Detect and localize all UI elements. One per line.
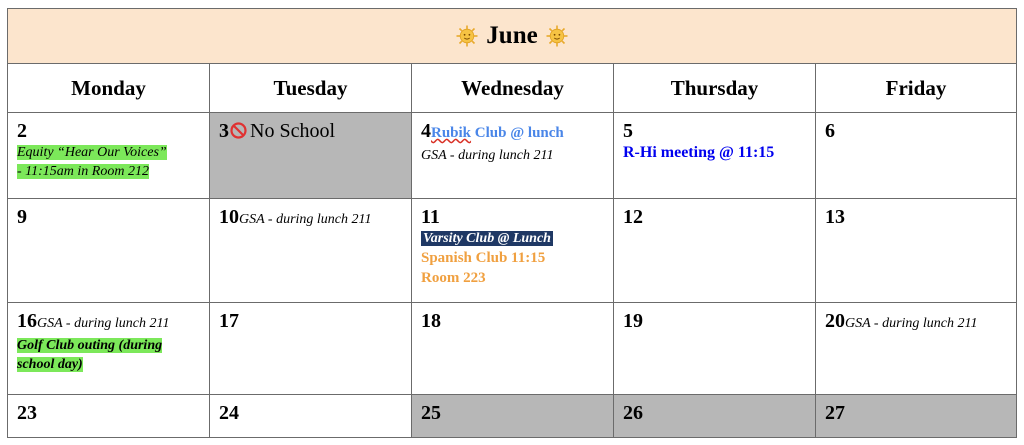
- event-r-hi-meeting: R-Hi meeting @ 11:15: [623, 144, 775, 161]
- day-cell-19[interactable]: [614, 303, 816, 395]
- day-number: 2: [17, 120, 27, 142]
- month-title: June: [486, 22, 538, 49]
- header-friday: Friday: [816, 64, 1016, 113]
- day-number: 24: [219, 402, 239, 424]
- day-number: 5: [623, 120, 633, 142]
- day-cell-18[interactable]: [412, 303, 614, 395]
- event-varsity-club: Varsity Club @ Lunch: [423, 231, 551, 246]
- day-number: 20: [825, 310, 845, 332]
- day-cell-16[interactable]: [8, 303, 210, 395]
- day-cell-12[interactable]: [614, 199, 816, 303]
- event-rubik-word: Rubik: [431, 125, 472, 141]
- no-entry-icon: [230, 122, 247, 139]
- event-gsa: GSA - during lunch 211: [37, 316, 170, 331]
- event-spanish-club: Spanish Club 11:15: [421, 250, 546, 266]
- day-number: 27: [825, 402, 845, 424]
- day-number: 12: [623, 206, 643, 228]
- day-cell-5[interactable]: [614, 113, 816, 199]
- day-cell-13[interactable]: [816, 199, 1016, 303]
- day-cell-17[interactable]: [210, 303, 412, 395]
- day-number: 18: [421, 310, 441, 332]
- day-cell-23[interactable]: [8, 395, 210, 437]
- day-number: 11: [421, 206, 440, 228]
- day-number: 6: [825, 120, 835, 142]
- day-cell-6[interactable]: [816, 113, 1016, 199]
- day-cell-26[interactable]: [614, 395, 816, 437]
- day-number: 10: [219, 206, 239, 228]
- calendar-table: [7, 8, 1017, 438]
- header-monday: Monday: [8, 64, 210, 113]
- event-gsa: GSA - during lunch 211: [845, 316, 978, 331]
- day-cell-20[interactable]: [816, 303, 1016, 395]
- event-gsa: GSA - during lunch 211: [239, 212, 372, 227]
- day-cell-10[interactable]: [210, 199, 412, 303]
- day-cell-9[interactable]: [8, 199, 210, 303]
- day-number: 23: [17, 402, 37, 424]
- day-cell-4[interactable]: [412, 113, 614, 199]
- header-thursday: Thursday: [614, 64, 816, 113]
- day-number: 26: [623, 402, 643, 424]
- event-spanish-room: Room 223: [421, 270, 486, 286]
- day-number: 3: [219, 120, 229, 142]
- event-equity: Equity “Hear Our Voices”: [17, 145, 167, 160]
- event-golf-club-detail: school day): [17, 357, 83, 372]
- day-cell-2[interactable]: [8, 113, 210, 199]
- sun-face-icon: [546, 25, 568, 47]
- event-golf-club: Golf Club outing (during: [17, 338, 163, 353]
- day-cell-11[interactable]: [412, 199, 614, 303]
- day-number: 4: [421, 120, 431, 142]
- day-cell-3[interactable]: [210, 113, 412, 199]
- day-cell-25[interactable]: [412, 395, 614, 437]
- event-gsa: GSA - during lunch 211: [421, 148, 554, 163]
- header-tuesday: Tuesday: [210, 64, 412, 113]
- day-number: 19: [623, 310, 643, 332]
- day-number: 9: [17, 206, 27, 228]
- day-number: 13: [825, 206, 845, 228]
- day-number: 16: [17, 310, 37, 332]
- day-number: 17: [219, 310, 239, 332]
- sun-face-icon: [456, 25, 478, 47]
- month-title-bar: [8, 9, 1016, 64]
- day-cell-24[interactable]: [210, 395, 412, 437]
- event-rubik-club: Club @ lunch: [471, 125, 564, 141]
- day-number: 25: [421, 402, 441, 424]
- event-equity-time: - 11:15am in Room 212: [17, 164, 149, 179]
- header-wednesday: Wednesday: [412, 64, 614, 113]
- no-school-label: No School: [250, 120, 335, 142]
- day-cell-27[interactable]: [816, 395, 1016, 437]
